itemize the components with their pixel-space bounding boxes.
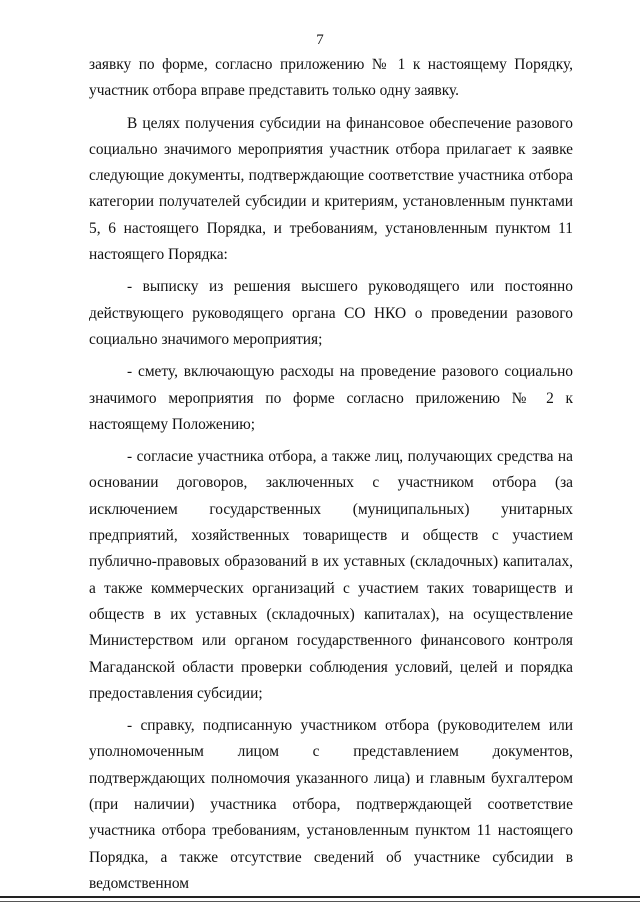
page-number: 7 — [316, 32, 324, 48]
document-body — [89, 52, 573, 897]
list-item-extract: - выписку из решения высшего руководящего или постоянно действующего руководящего органа СО НКО о проведении разового социально значимого мероприятия; — [89, 278, 573, 348]
bottom-edge-line — [0, 896, 640, 898]
paragraph-continuation: заявку по форме, согласно приложению № 1 к настоящему Порядку, участник отбора вправе представить только одну заявку. — [89, 56, 573, 100]
bottom-edge-line-thin — [0, 901, 640, 902]
list-item-estimate: - смету, включающую расходы на проведение разового социально значимого мероприятия по форме согласно приложению № 2 к настоящему Положению; — [89, 363, 573, 433]
paragraph-documents-intro: В целях получения субсидии на финансовое обеспечение разового социально значимого мероприятия участник отбора прилагает к заявке следующие документы, подтверждающие соответствие участника отбора категории получателей субсидии и критериям, установленным пунктами 5, 6 настоящего Порядка, и требованиям, установленным пунктом 11 настоящего Порядка: — [89, 114, 573, 264]
list-item-consent: - согласие участника отбора, а также лиц, получающих средства на основании договоров, заключенных с участником отбора (за исключением государственных (муниципальных) унитарных предприятий, хозяйственных товариществ и обществ с участием публично-правовых образований в их уставных (складочных) капиталах, а также коммерческих организаций с участием таких товариществ и обществ в их уставных (складочных) капиталах), на осуществление Министерством или органом государственного финансового контроля Магаданской области проверки соблюдения условий, целей и порядка предоставления субсидии; — [89, 448, 573, 702]
list-item-certificate: - справку, подписанную участником отбора (руководителем или уполномоченным лицом с представлением документов, подтверждающих полномочия указанного лица) и главным бухгалтером (при наличии) участника отбора, подтверждающей соответствие участника отбора требованиям, установленным пунктом 11 настоящего Порядка, а также отсутствие сведений об участнике субсидии в ведомственном — [89, 717, 573, 892]
